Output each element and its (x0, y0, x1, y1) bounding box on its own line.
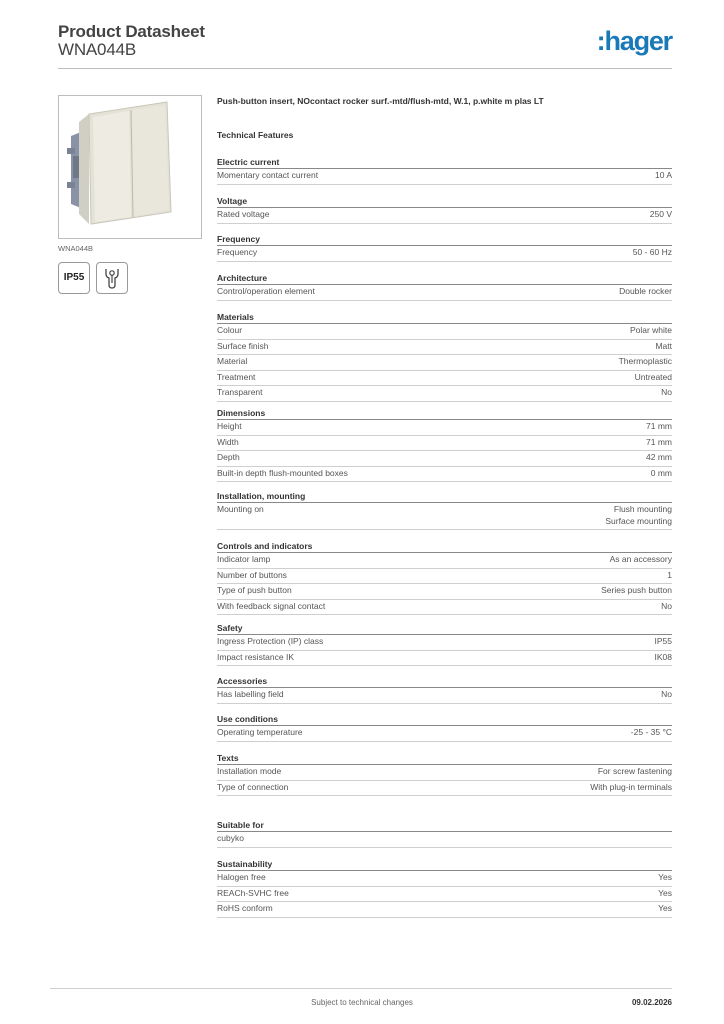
spec-value (601, 585, 672, 597)
spec-value (655, 636, 673, 648)
spec-row (217, 371, 672, 387)
spec-row (217, 600, 672, 616)
spec-label: Built-in depth flush-mounted boxes (217, 467, 348, 478)
spec-value (667, 570, 672, 582)
spec-section (217, 675, 672, 704)
spec-value-line: Surface mounting (605, 515, 672, 526)
spec-label: Type of push button (217, 585, 292, 595)
spec-value-line: No (661, 387, 672, 397)
spec-section (217, 233, 672, 262)
spec-value (658, 888, 672, 900)
spec-value-line: 0 mm (650, 467, 672, 478)
spec-value (619, 286, 672, 298)
spec-row (217, 887, 672, 903)
spec-row (217, 436, 672, 452)
spec-value-line: Yes (658, 903, 672, 913)
push-button-insert-illustration (59, 96, 202, 239)
spec-value-line: Series push button (601, 585, 672, 595)
spec-value-line: 50 - 60 Hz (632, 247, 672, 257)
spec-label: Frequency (217, 247, 258, 257)
spec-value-line: Yes (658, 887, 672, 898)
spec-value-line: Matt (655, 340, 672, 351)
spec-value-line: 71 mm (646, 436, 672, 447)
spec-section-title: Voltage (217, 195, 672, 208)
spec-value (635, 372, 672, 384)
spec-value-line: 1 (667, 569, 672, 580)
spec-value (646, 452, 672, 464)
footer-note: Subject to technical changes (311, 998, 413, 1007)
spec-label: Type of connection (217, 781, 289, 792)
spec-section-title: Accessories (217, 675, 672, 688)
spec-section (217, 858, 672, 918)
spec-label: Width (217, 436, 239, 447)
page-title: Product Datasheet (58, 22, 205, 41)
spec-row (217, 553, 672, 569)
spec-section-title: Dimensions (217, 407, 672, 420)
spec-row (217, 208, 672, 224)
spec-value (655, 170, 672, 182)
spec-row (217, 340, 672, 356)
spec-row (217, 324, 672, 340)
spec-value (646, 421, 672, 433)
spec-value (661, 601, 672, 613)
spec-value-line: -25 - 35 °C (630, 727, 672, 737)
spec-label: Treatment (217, 371, 256, 382)
spec-value (633, 247, 672, 259)
spec-row (217, 246, 672, 262)
spec-label: Mounting on (217, 504, 264, 514)
spec-row (217, 355, 672, 371)
page-header (58, 20, 672, 70)
ip-rating-badge: IP55 (58, 262, 90, 294)
spec-label: Has labelling field (217, 689, 284, 699)
spec-row (217, 902, 672, 918)
spec-value-line: With plug-in terminals (590, 781, 672, 792)
spec-row (217, 420, 672, 436)
spec-value-line: 250 V (649, 209, 672, 219)
spec-value (651, 468, 672, 480)
spec-value-line: No (661, 600, 672, 611)
spec-row (217, 832, 672, 848)
spec-label: Surface finish (217, 340, 269, 351)
spec-row (217, 467, 672, 483)
spec-value-line: IP55 (654, 636, 672, 646)
spec-value-line: 71 mm (646, 421, 672, 431)
spec-row (217, 688, 672, 704)
spec-label: Number of buttons (217, 569, 287, 580)
footer-date: 09.02.2026 (631, 998, 672, 1007)
spec-section-title: Sustainability (217, 858, 672, 871)
technical-features-heading: Technical Features (217, 130, 294, 140)
spec-label: Halogen free (217, 872, 266, 882)
spec-value-line: IK08 (654, 651, 672, 662)
spec-row (217, 726, 672, 742)
spec-value-line: Yes (658, 872, 672, 882)
spec-value (661, 689, 672, 701)
spec-value (658, 903, 672, 915)
spec-label: Control/operation element (217, 286, 315, 296)
spec-section (217, 752, 672, 796)
spec-value-line: Flush mounting (613, 504, 672, 514)
spec-label: Ingress Protection (IP) class (217, 636, 324, 646)
spec-value (598, 766, 672, 778)
spec-section-title: Architecture (217, 272, 672, 285)
spec-section-title: Electric current (217, 156, 672, 169)
spec-value (646, 437, 672, 449)
spec-section (217, 819, 672, 848)
spec-label: Colour (217, 325, 243, 335)
spec-label: Depth (217, 452, 240, 462)
spec-row (217, 584, 672, 600)
spec-value (655, 341, 672, 353)
spec-row (217, 386, 672, 402)
spec-section (217, 195, 672, 224)
spec-value-line: As an accessory (609, 554, 672, 564)
spec-value (605, 504, 672, 527)
spec-value (661, 387, 672, 399)
spec-label: cubyko (217, 833, 244, 843)
header-divider (58, 68, 672, 69)
spec-value-line: Untreated (634, 371, 672, 382)
spec-label: Transparent (217, 387, 263, 397)
spec-section-title: Controls and indicators (217, 540, 672, 553)
spec-section (217, 713, 672, 742)
spec-label: Operating temperature (217, 727, 303, 737)
spec-section (217, 156, 672, 185)
spec-section-title: Suitable for (217, 819, 672, 832)
spec-row (217, 781, 672, 797)
spec-value-line: Thermoplastic (618, 356, 672, 366)
spec-row (217, 871, 672, 887)
spec-label: Momentary contact current (217, 170, 319, 180)
spec-section (217, 490, 672, 530)
spec-section-title: Materials (217, 311, 672, 324)
image-caption: WNA044B (58, 244, 94, 253)
spec-label: RoHS conform (217, 903, 273, 913)
product-description: Push-button insert, NOcontact rocker surf.-mtd/flush-mtd, W.1, p.white m plas LT (217, 96, 544, 106)
screw-terminal-icon (96, 262, 128, 294)
spec-value-line: 42 mm (646, 452, 672, 462)
spec-label: Indicator lamp (217, 554, 271, 564)
spec-section-title: Texts (217, 752, 672, 765)
spec-row (217, 651, 672, 667)
spec-value-line: 10 A (654, 170, 672, 180)
spec-row (217, 503, 672, 530)
spec-value-line: No (661, 689, 672, 699)
spec-section (217, 540, 672, 615)
spec-label: Impact resistance IK (217, 651, 295, 662)
footer-divider (50, 988, 672, 989)
spec-section-title: Use conditions (217, 713, 672, 726)
product-image (58, 95, 202, 239)
hager-logo: :hager (596, 26, 672, 56)
spec-value-line: Double rocker (619, 286, 672, 296)
spec-section-title: Frequency (217, 233, 672, 246)
spec-section (217, 622, 672, 666)
product-code: WNA044B (58, 40, 136, 59)
spec-value-line: For screw fastening (597, 766, 672, 776)
spec-section (217, 311, 672, 402)
spec-row (217, 635, 672, 651)
spec-value (610, 554, 672, 566)
spec-value (590, 782, 672, 794)
spec-label: Material (217, 356, 248, 366)
spec-value (619, 356, 672, 368)
spec-value (658, 872, 672, 884)
spec-label: Height (217, 421, 242, 431)
spec-value (630, 325, 672, 337)
spec-label: REACh-SVHC free (217, 887, 289, 898)
spec-label: Installation mode (217, 766, 282, 776)
spec-section (217, 272, 672, 301)
spec-value (650, 209, 672, 221)
spec-label: Rated voltage (217, 209, 270, 219)
spec-label: With feedback signal contact (217, 600, 326, 611)
spec-value-line: Polar white (629, 325, 672, 335)
spec-value (655, 652, 673, 664)
spec-row (217, 451, 672, 467)
spec-row (217, 765, 672, 781)
spec-value (631, 727, 672, 739)
spec-row (217, 285, 672, 301)
spec-section-title: Installation, mounting (217, 490, 672, 503)
spec-row (217, 169, 672, 185)
spec-section-title: Safety (217, 622, 672, 635)
spec-section (217, 407, 672, 482)
spec-row (217, 569, 672, 585)
